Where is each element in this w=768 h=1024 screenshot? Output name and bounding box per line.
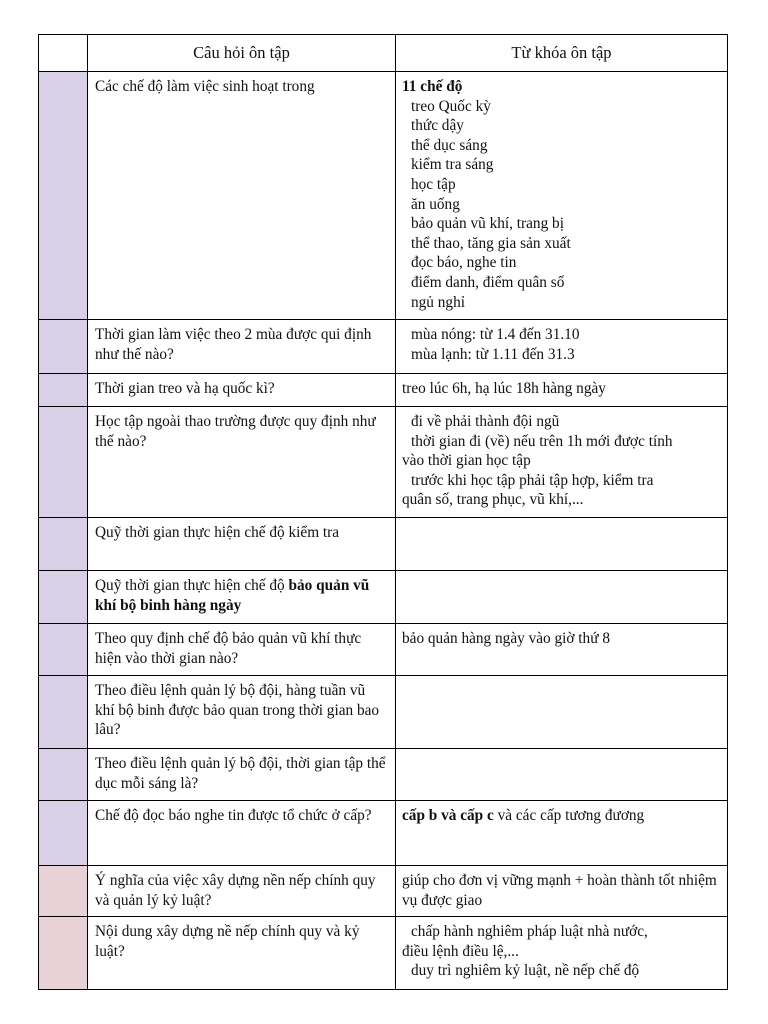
keyword-cell bbox=[396, 407, 728, 518]
question-cell bbox=[88, 374, 396, 407]
question-cell bbox=[88, 571, 396, 624]
row-marker bbox=[39, 676, 88, 749]
keyword-cell bbox=[396, 72, 728, 320]
keyword-cell bbox=[396, 320, 728, 374]
keyword-text: quân số, trang phục, vũ khí,... bbox=[402, 491, 584, 509]
keyword-text: học tập bbox=[411, 175, 456, 193]
table-row bbox=[39, 917, 728, 990]
question-text: Các chế độ làm việc sinh hoạt trong bbox=[95, 78, 315, 95]
question-cell bbox=[88, 320, 396, 374]
keyword-text: thức dậy bbox=[411, 117, 464, 135]
question-text: Ý nghĩa của việc xây dựng nền nếp chính quy và quản lý kỷ luật? bbox=[95, 872, 376, 909]
question-cell bbox=[88, 917, 396, 990]
keyword-text: bảo quản vũ khí, trang bị bbox=[411, 215, 564, 233]
question-text: Theo điều lệnh quản lý bộ đội, thời gian tập thể dục mỗi sáng là? bbox=[95, 755, 386, 792]
question-cell bbox=[88, 866, 396, 917]
header-question: Câu hỏi ôn tập bbox=[88, 35, 396, 72]
row-marker bbox=[39, 374, 88, 407]
keyword-text: và các cấp tương đương bbox=[493, 807, 645, 824]
keyword-cell bbox=[396, 866, 728, 917]
table-header-row bbox=[39, 35, 728, 72]
keyword-text: đi về phải thành đội ngũ bbox=[411, 413, 560, 430]
table-row bbox=[39, 624, 728, 676]
header-keyword: Từ khóa ôn tập bbox=[396, 35, 728, 72]
question-cell bbox=[88, 518, 396, 571]
question-cell bbox=[88, 749, 396, 801]
question-text: Chế độ đọc báo nghe tin được tổ chức ở cấp? bbox=[95, 807, 372, 824]
row-marker bbox=[39, 320, 88, 374]
keyword-text: đọc báo, nghe tin bbox=[411, 254, 517, 272]
question-cell bbox=[88, 676, 396, 749]
keyword-text: giúp cho đơn vị vững mạnh + hoàn thành tốt nhiệm vụ được giao bbox=[402, 872, 717, 909]
keyword-text: điểm danh, điểm quân số bbox=[411, 273, 565, 291]
table-row bbox=[39, 518, 728, 571]
keyword-cell bbox=[396, 624, 728, 676]
table-row bbox=[39, 407, 728, 518]
row-marker bbox=[39, 407, 88, 518]
table-row bbox=[39, 72, 728, 320]
keyword-text: trước khi học tập phải tập hợp, kiểm tra bbox=[411, 471, 654, 489]
keyword-cell bbox=[396, 749, 728, 801]
question-text: bảo quản vũ khí bộ binh hàng ngày bbox=[95, 577, 370, 614]
keyword-text: treo lúc 6h, hạ lúc 18h hàng ngày bbox=[402, 380, 606, 397]
keyword-text: kiểm tra sáng bbox=[411, 156, 494, 174]
keyword-cell bbox=[396, 571, 728, 624]
keyword-text: duy trì nghiêm kỷ luật, nề nếp chế độ bbox=[411, 962, 640, 980]
question-text: Học tập ngoài thao trường được quy định như thế nào? bbox=[95, 413, 376, 450]
row-marker bbox=[39, 624, 88, 676]
keyword-cell bbox=[396, 518, 728, 571]
question-text: Quỹ thời gian thực hiện chế độ kiểm tra bbox=[95, 524, 340, 541]
table-row bbox=[39, 749, 728, 801]
question-cell bbox=[88, 407, 396, 518]
question-cell bbox=[88, 624, 396, 676]
keyword-text: bảo quản hàng ngày vào giờ thứ 8 bbox=[402, 630, 610, 647]
table-row bbox=[39, 571, 728, 624]
keyword-text: treo Quốc kỳ bbox=[411, 97, 491, 115]
row-marker bbox=[39, 72, 88, 320]
keyword-text: vào thời gian học tập bbox=[402, 452, 531, 470]
question-cell bbox=[88, 801, 396, 866]
header-marker-cell bbox=[39, 35, 88, 72]
keyword-text: thể dục sáng bbox=[411, 136, 488, 154]
question-text: Quỹ thời gian thực hiện chế độ bbox=[95, 577, 289, 594]
keyword-text: mùa nóng: từ 1.4 đến 31.10 bbox=[411, 326, 580, 343]
keyword-text: ngủ nghỉ bbox=[411, 293, 465, 311]
keyword-text: điều lệnh điều lệ,... bbox=[402, 942, 519, 960]
question-text: Thời gian treo và hạ quốc kì? bbox=[95, 380, 275, 397]
keyword-text: mùa lạnh: từ 1.11 đến 31.3 bbox=[411, 345, 575, 363]
row-marker bbox=[39, 866, 88, 917]
question-text: Nội dung xây dựng nề nếp chính quy và kỷ luật? bbox=[95, 923, 360, 960]
keyword-cell bbox=[396, 676, 728, 749]
row-marker bbox=[39, 518, 88, 571]
table-row bbox=[39, 866, 728, 917]
keyword-text: chấp hành nghiêm pháp luật nhà nước, bbox=[411, 923, 648, 940]
keyword-text: 11 chế độ bbox=[402, 78, 463, 95]
keyword-text: thời gian đi (về) nếu trên 1h mới được tính bbox=[411, 432, 673, 450]
row-marker bbox=[39, 749, 88, 801]
table-row bbox=[39, 374, 728, 407]
question-text: Thời gian làm việc theo 2 mùa được qui định như thế nào? bbox=[95, 326, 372, 363]
row-marker bbox=[39, 801, 88, 866]
keyword-cell bbox=[396, 917, 728, 990]
keyword-cell bbox=[396, 374, 728, 407]
table-row bbox=[39, 320, 728, 374]
question-text: Theo quy định chế độ bảo quản vũ khí thực hiện vào thời gian nào? bbox=[95, 630, 362, 667]
question-text: Theo điều lệnh quản lý bộ đội, hàng tuần vũ khí bộ binh được bảo quan trong thời gian bao lâu? bbox=[95, 682, 380, 739]
review-table bbox=[38, 34, 728, 990]
row-marker bbox=[39, 571, 88, 624]
table-row bbox=[39, 801, 728, 866]
keyword-text: cấp b và cấp c bbox=[402, 807, 494, 824]
keyword-text: thể thao, tăng gia sản xuất bbox=[411, 234, 571, 252]
row-marker bbox=[39, 917, 88, 990]
table-row bbox=[39, 676, 728, 749]
keyword-cell bbox=[396, 801, 728, 866]
keyword-text: ăn uống bbox=[411, 195, 460, 213]
question-cell bbox=[88, 72, 396, 320]
